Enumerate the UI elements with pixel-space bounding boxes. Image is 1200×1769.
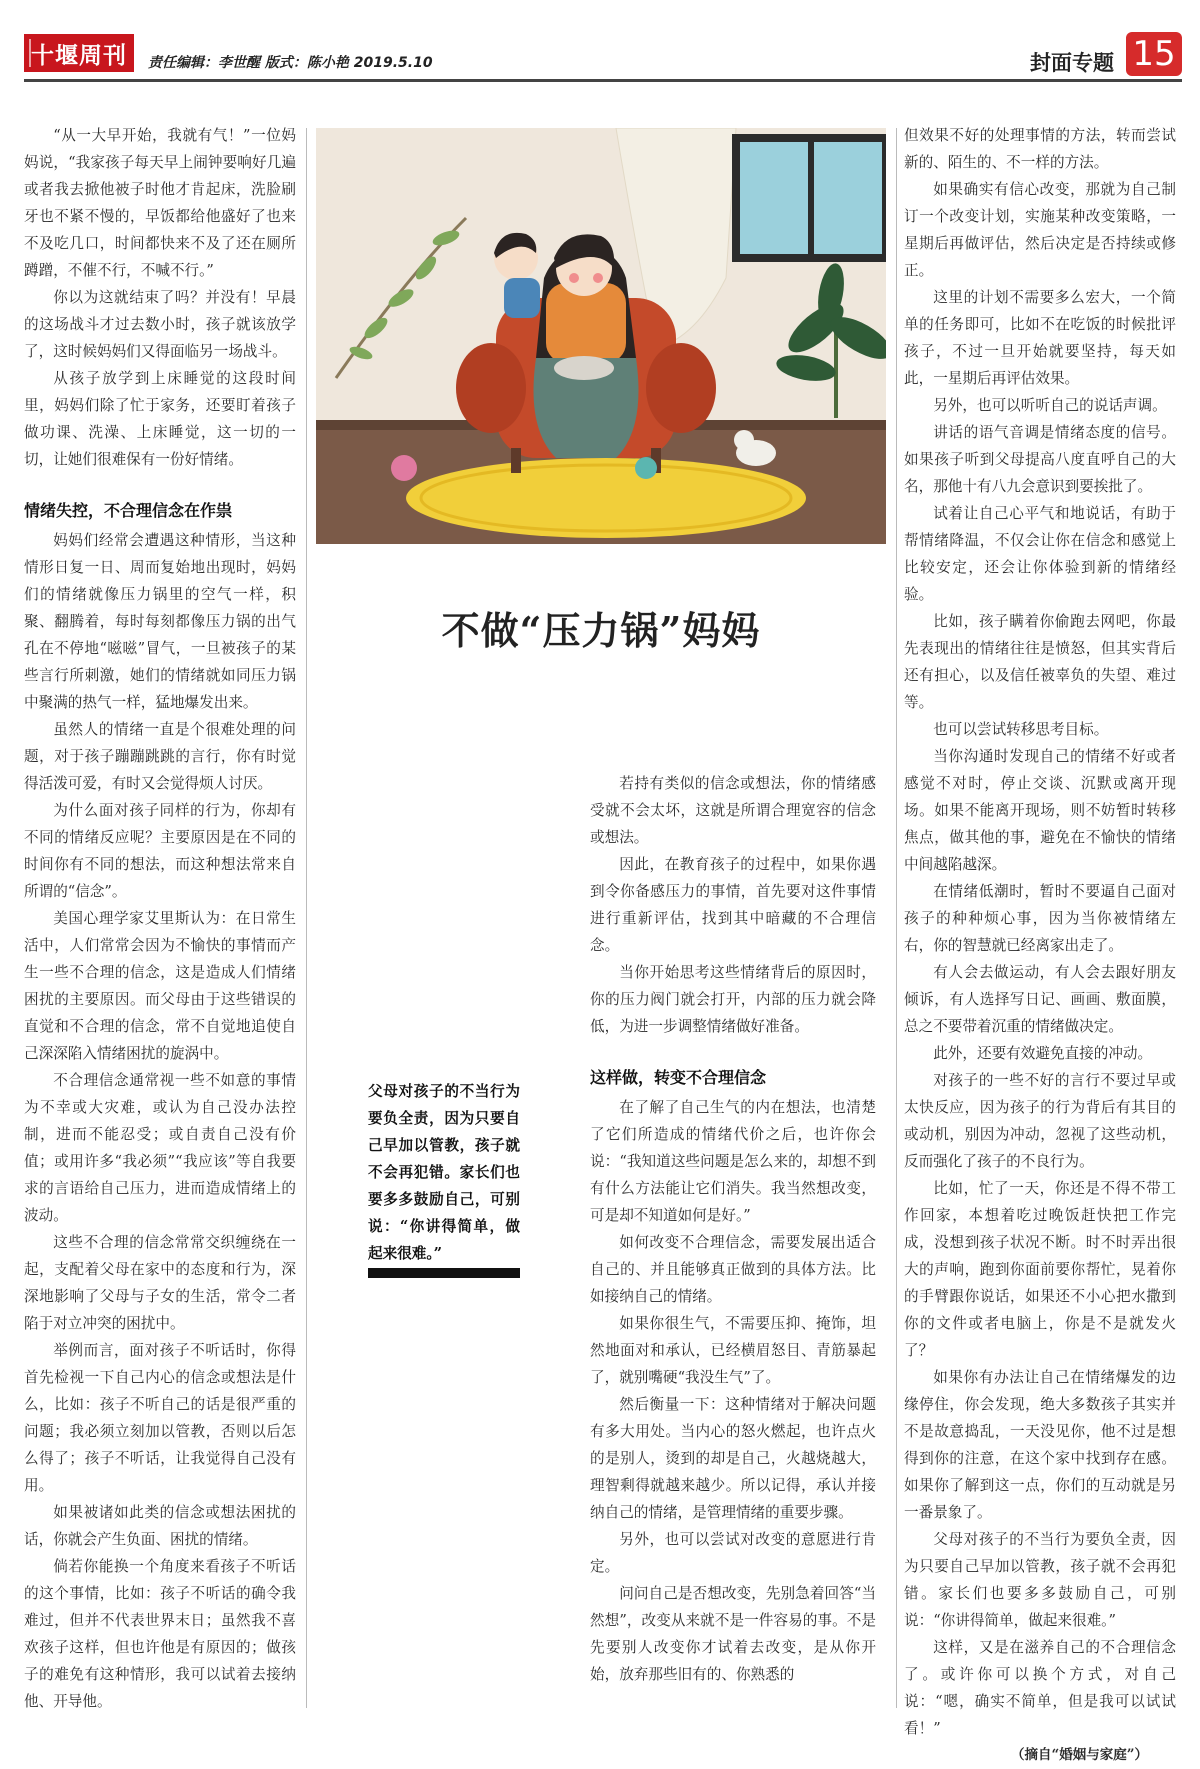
column-middle — [590, 770, 876, 1688]
paragraph: 从孩子放学到上床睡觉的这段时间里，妈妈们除了忙于家务，还要盯着孩子做功课、洗澡、上床睡觉，这一切的一切，让她们很难保有一份好情绪。 — [24, 370, 296, 468]
paragraph: 倘若你能换一个角度来看孩子不听话的这个事情，比如：孩子不听话的确令我难过，但并不代表世界末日；虽然我不喜欢孩子这样，但也许他是有原因的；做孩子的难免有这种情形，我可以试着去接纳他、开导他。 — [24, 1558, 296, 1710]
paragraph: 当你开始思考这些情绪背后的原因时，你的压力阀门就会打开，内部的压力就会降低，为进一步调整情绪做好准备。 — [590, 964, 876, 1035]
paragraph: 美国心理学家艾里斯认为：在日常生活中，人们常常会因为不愉快的事情而产生一些不合理的信念，这是造成人们情绪困扰的主要原因。而父母由于这些错误的直觉和不合理的信念，常不自觉地追使自己深深陷入情绪困扰的旋涡中。 — [24, 910, 296, 1062]
masthead-logo: 十堰周刊 — [24, 34, 134, 72]
paragraph: 如果你有办法让自己在情绪爆发的边缘停住，你会发现，绝大多数孩子其实并不是故意捣乱，一天没见你，他不过是想得到你的注意，在这个家中找到存在感。如果你了解到这一点，你们的互动就是另一番景象了。 — [904, 1369, 1176, 1521]
paragraph: 虽然人的情绪一直是个很难处理的问题，对于孩子蹦蹦跳跳的言行，你有时觉得活泼可爱，有时又会觉得烦人讨厌。 — [24, 721, 296, 792]
column-left — [24, 122, 296, 1715]
article-source: （摘自“婚姻与家庭”） — [1010, 1747, 1148, 1763]
paragraph: 这样，又是在滋养自己的不合理信念了。或许你可以换个方式，对自己说：“嗯，确实不简单，但是我可以试试看！” — [904, 1639, 1176, 1737]
paragraph: 为什么面对孩子同样的行为，你却有不同的情绪反应呢？主要原因是在不同的时间你有不同的想法，而这种想法常来自所谓的“信念”。 — [24, 802, 296, 900]
paragraph: 当你沟通时发现自己的情绪不好或者感觉不对时，停止交谈、沉默或离开现场。如果不能离开现场，则不妨暂时转移焦点，做其他的事，避免在不愉快的情绪中间越陷越深。 — [904, 748, 1176, 873]
paragraph: 在情绪低潮时，暂时不要逼自己面对孩子的种种烦心事，因为当你被情绪左右，你的智慧就已经离家出走了。 — [904, 883, 1176, 954]
paragraph: 有人会去做运动，有人会去跟好朋友倾诉，有人选择写日记、画画、敷面膜，总之不要带着沉重的情绪做决定。 — [904, 964, 1176, 1035]
column-divider — [896, 128, 897, 1708]
editor-credits: 责任编辑：李世醒 版式：陈小艳 2019.5.10 — [148, 55, 433, 71]
paragraph: 但效果不好的处理事情的方法，转而尝试新的、陌生的、不一样的方法。 — [904, 127, 1176, 171]
paragraph: 妈妈们经常会遭遇这种情形，当这种情形日复一日、周而复始地出现时，妈妈们的情绪就像压力锅里的空气一样，积聚、翻腾着，每时每刻都像压力锅的出气孔在不停地“嗞嗞”冒气，一旦被孩子的某些言行所刺激，她们的情绪就如同压力锅中聚满的热气一样，猛地爆发出来。 — [24, 532, 296, 711]
paragraph: 如果被诸如此类的信念或想法困扰的话，你就会产生负面、困扰的情绪。 — [24, 1504, 296, 1548]
mother-child-illustration — [316, 128, 886, 544]
section-heading: 情绪失控，不合理信念在作祟 — [24, 501, 233, 520]
paragraph: 如果你很生气，不需要压抑、掩饰，坦然地面对和承认，已经横眉怒目、青筋暴起了，就别嘴硬“我没生气”了。 — [590, 1315, 876, 1386]
paragraph: 问问自己是否想改变，先别急着回答“当然想”，改变从来就不是一件容易的事。不是先要别人改变你才试着去改变，是从你开始，放弃那些旧有的、你熟悉的 — [590, 1585, 876, 1683]
paragraph: 举例而言，面对孩子不听话时，你得首先检视一下自己内心的信念或想法是什么，比如：孩子不听自己的话是很严重的问题；我必须立刻加以管教，否则以后怎么得了；孩子不听话，让我觉得自己没有用。 — [24, 1342, 296, 1494]
paragraph: 如何改变不合理信念，需要发展出适合自己的、并且能够真正做到的具体方法。比如接纳自己的情绪。 — [590, 1234, 876, 1305]
paragraph: 不合理信念通常视一些不如意的事情为不幸或大灾难，或认为自己没办法控制，进而不能忍受；或自责自己没有价值；或用许多“我必须”“我应该”等自我要求的言语给自己压力，进而造成情绪上的波动。 — [24, 1072, 296, 1224]
paragraph: 在了解了自己生气的内在想法，也清楚了它们所造成的情绪代价之后，也许你会说：“我知道这些问题是怎么来的，却想不到有什么方法能让它们消失。我当然想改变，可是却不知道如何是好。” — [590, 1099, 876, 1224]
paragraph: 若持有类似的信念或想法，你的情绪感受就不会太坏，这就是所谓合理宽容的信念或想法。 — [590, 775, 876, 846]
paragraph: 这里的计划不需要多么宏大，一个简单的任务即可，比如不在吃饭的时候批评孩子，不过一旦开始就要坚持，每天如此，一星期后再评估效果。 — [904, 289, 1176, 387]
paragraph: 另外，也可以尝试对改变的意愿进行肯定。 — [590, 1531, 876, 1575]
pull-quote-bar — [368, 1268, 520, 1278]
paragraph: 父母对孩子的不当行为要负全责，因为只要自己早加以管教，孩子就不会再犯错。家长们也要多多鼓励自己，可别说：“你讲得简单，做起来很难。” — [904, 1531, 1176, 1629]
section-heading: 这样做，转变不合理信念 — [590, 1068, 767, 1087]
paragraph: 比如，孩子瞒着你偷跑去网吧，你最先表现出的情绪往往是愤怒，但其实背后还有担心，以及信任被辜负的失望、难过等。 — [904, 613, 1176, 711]
paragraph: 如果确实有信心改变，那就为自己制订一个改变计划，实施某种改变策略，一星期后再做评估，然后决定是否持续或修正。 — [904, 181, 1176, 279]
paragraph: 讲话的语气音调是情绪态度的信号。如果孩子听到父母提高八度直呼自己的大名，那他十有八九会意识到要挨批了。 — [904, 424, 1176, 495]
header-rule — [24, 79, 1182, 82]
paragraph: 也可以尝试转移思考目标。 — [933, 721, 1109, 738]
paragraph: 对孩子的一些不好的言行不要过早或太快反应，因为孩子的行为背后有其目的或动机，别因为冲动，忽视了这些动机，反而强化了孩子的不良行为。 — [904, 1072, 1176, 1170]
section-label: 封面专题 — [1030, 51, 1114, 75]
article-headline: 不做“压力锅”妈妈 — [441, 608, 761, 653]
column-right — [904, 122, 1176, 1769]
column-divider — [306, 128, 307, 1708]
paragraph: 比如，忙了一天，你还是不得不带工作回家，本想着吃过晚饭赶快把工作完成，没想到孩子状况不断。时不时弄出很大的声响，跑到你面前要你帮忙，晃着你的手臂跟你说话，如果还不小心把水撒到你的文件或者电脑上，你是不是就发火了？ — [904, 1180, 1176, 1359]
paragraph: 试着让自己心平气和地说话，有助于帮情绪降温，不仅会让你在信念和感觉上比较安定，还会让你体验到新的情绪经验。 — [904, 505, 1176, 603]
paragraph: 你以为这就结束了吗？并没有！早晨的这场战斗才过去数小时，孩子就该放学了，这时候妈妈们又得面临另一场战斗。 — [24, 289, 296, 360]
paragraph: 因此，在教育孩子的过程中，如果你遇到令你备感压力的事情，首先要对这件事情进行重新评估，找到其中暗藏的不合理信念。 — [590, 856, 876, 954]
paragraph: “从一大早开始，我就有气！”一位妈妈说，“我家孩子每天早上闹钟要响好几遍或者我去掀他被子时他才肯起床，洗脸刷牙也不紧不慢的，早饭都给他盛好了也来不及吃几口，时间都快来不及了还在厕所蹲蹭，不催不行，不喊不行。” — [24, 127, 296, 279]
paragraph: 另外，也可以听听自己的说话声调。 — [933, 397, 1167, 414]
paragraph: 这些不合理的信念常常交织缠绕在一起，支配着父母在家中的态度和行为，深深地影响了父母与子女的生活，常令二者陷于对立冲突的困扰中。 — [24, 1234, 296, 1332]
paragraph: 此外，还要有效避免直接的冲动。 — [933, 1045, 1153, 1062]
paragraph: 然后衡量一下：这种情绪对于解决问题有多大用处。当内心的怒火燃起，也许点火的是别人，烫到的却是自己，火越烧越大，理智剩得就越来越少。所以记得，承认并接纳自己的情绪，是管理情绪的重要步骤。 — [590, 1396, 876, 1521]
page-number-badge: 15 — [1126, 32, 1182, 76]
pull-quote: 父母对孩子的不当行为要负全责，因为只要自己早加以管教，孩子就不会再犯错。家长们也要多多鼓励自己，可别说：“你讲得简单，做起来很难。” — [368, 1083, 520, 1262]
cover-illustration — [316, 128, 886, 544]
